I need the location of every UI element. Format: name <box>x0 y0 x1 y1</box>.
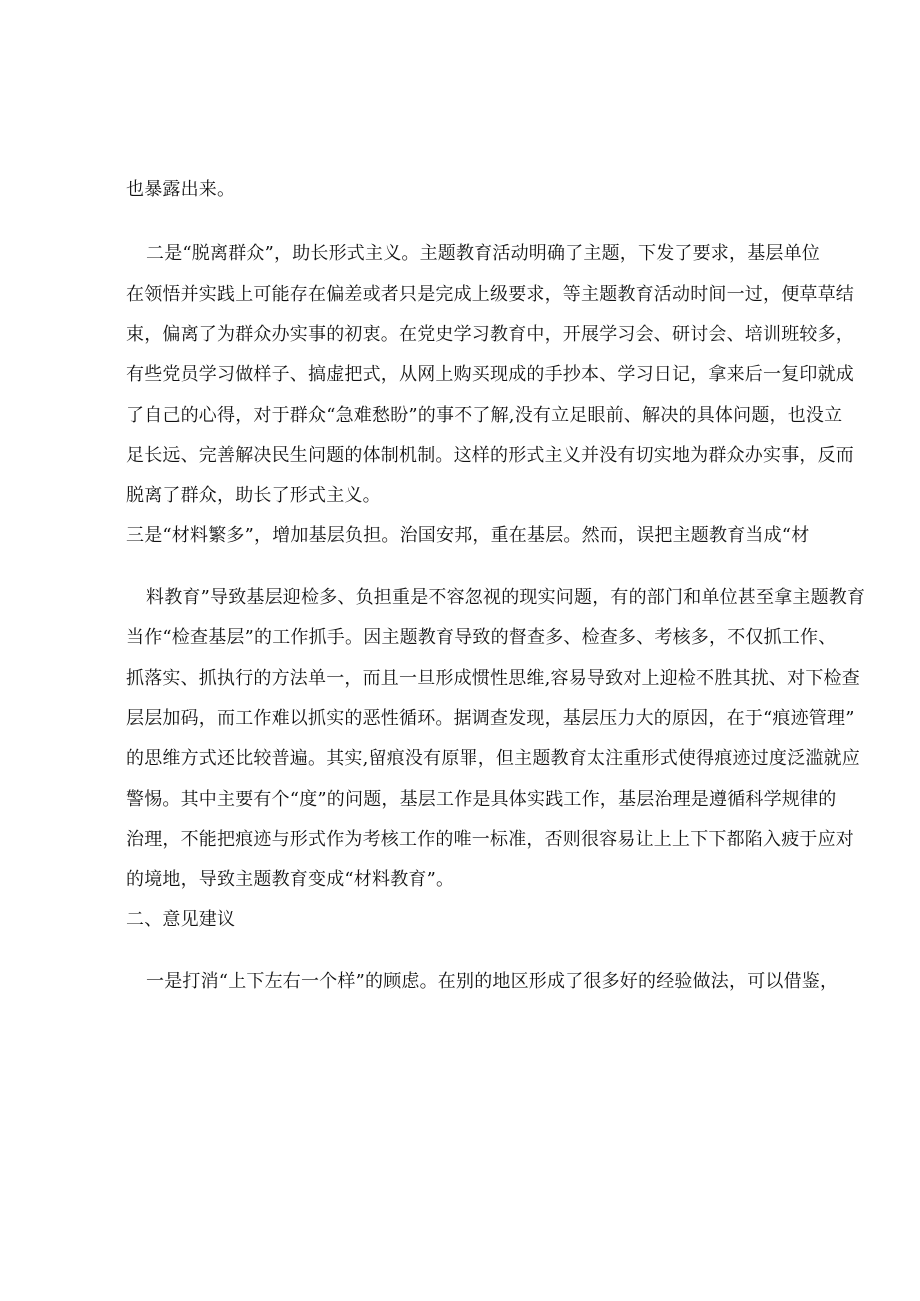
text-line: 治理，不能把痕迹与形式作为考核工作的唯一标准，否则很容易让上上下下都陷入疲于应对 <box>126 829 854 850</box>
text-line: 当作“检查基层”的工作抓手。因主题教育导致的督查多、检查多、考核多，不仅抓工作、 <box>126 627 837 648</box>
text-line: 警惕。其中主要有个“度”的问题，基层工作是具体实践工作，基层治理是遵循科学规律的 <box>126 789 837 810</box>
text-line: 二、意见建议 <box>126 909 236 930</box>
text-line: 层层加码，而工作难以抓实的恶性循环。据调查发现，基层压力大的原因，在于“痕迹管理” <box>126 708 855 729</box>
paragraph-first-line: 料教育”导致基层迎检多、负担重是不容忽视的现实问题，有的部门和单位甚至拿主题教育 <box>146 587 866 608</box>
text-line: 了自己的心得，对于群众“急难愁盼”的事不了解,没有立足眼前、解决的具体问题，也没立 <box>126 405 843 426</box>
text-line: 束，偏离了为群众办实事的初衷。在党史学习教育中，开展学习会、研讨会、培训班较多， <box>126 324 854 345</box>
text-line: 也暴露出来。 <box>126 179 236 200</box>
text-line: 足长远、完善解决民生问题的体制机制。这样的形式主义并没有切实地为群众办实事，反而 <box>126 445 854 466</box>
text-line: 三是“材料繁多”，增加基层负担。治国安邦，重在基层。然而，误把主题教育当成“材 <box>126 525 810 546</box>
text-line: 脱离了群众，助长了形式主义。 <box>126 485 381 506</box>
text-line: 有些党员学习做样子、搞虚把式，从网上购买现成的手抄本、学习日记，拿来后一复印就成 <box>126 364 854 385</box>
section-heading: 一是打消“上下左右一个样”的顾虑。在别的地区形成了很多好的经验做法，可以借鉴， <box>146 971 839 992</box>
text-line: 的境地，导致主题教育变成“材料教育”。 <box>126 869 455 890</box>
paragraph-first-line: 二是“脱离群众”，助长形式主义。主题教育活动明确了主题，下发了要求，基层单位 <box>146 243 821 264</box>
text-line: 在领悟并实践上可能存在偏差或者只是完成上级要求，等主题教育活动时间一过，便草草结 <box>126 284 854 305</box>
text-line: 的思维方式还比较普遍。其实,留痕没有原罪，但主题教育太注重形式使得痕迹过度泛滥就应 <box>126 748 860 769</box>
text-line: 抓落实、抓执行的方法单一，而且一旦形成惯性思维,容易导致对上迎检不胜其扰、对下检查 <box>126 668 860 689</box>
